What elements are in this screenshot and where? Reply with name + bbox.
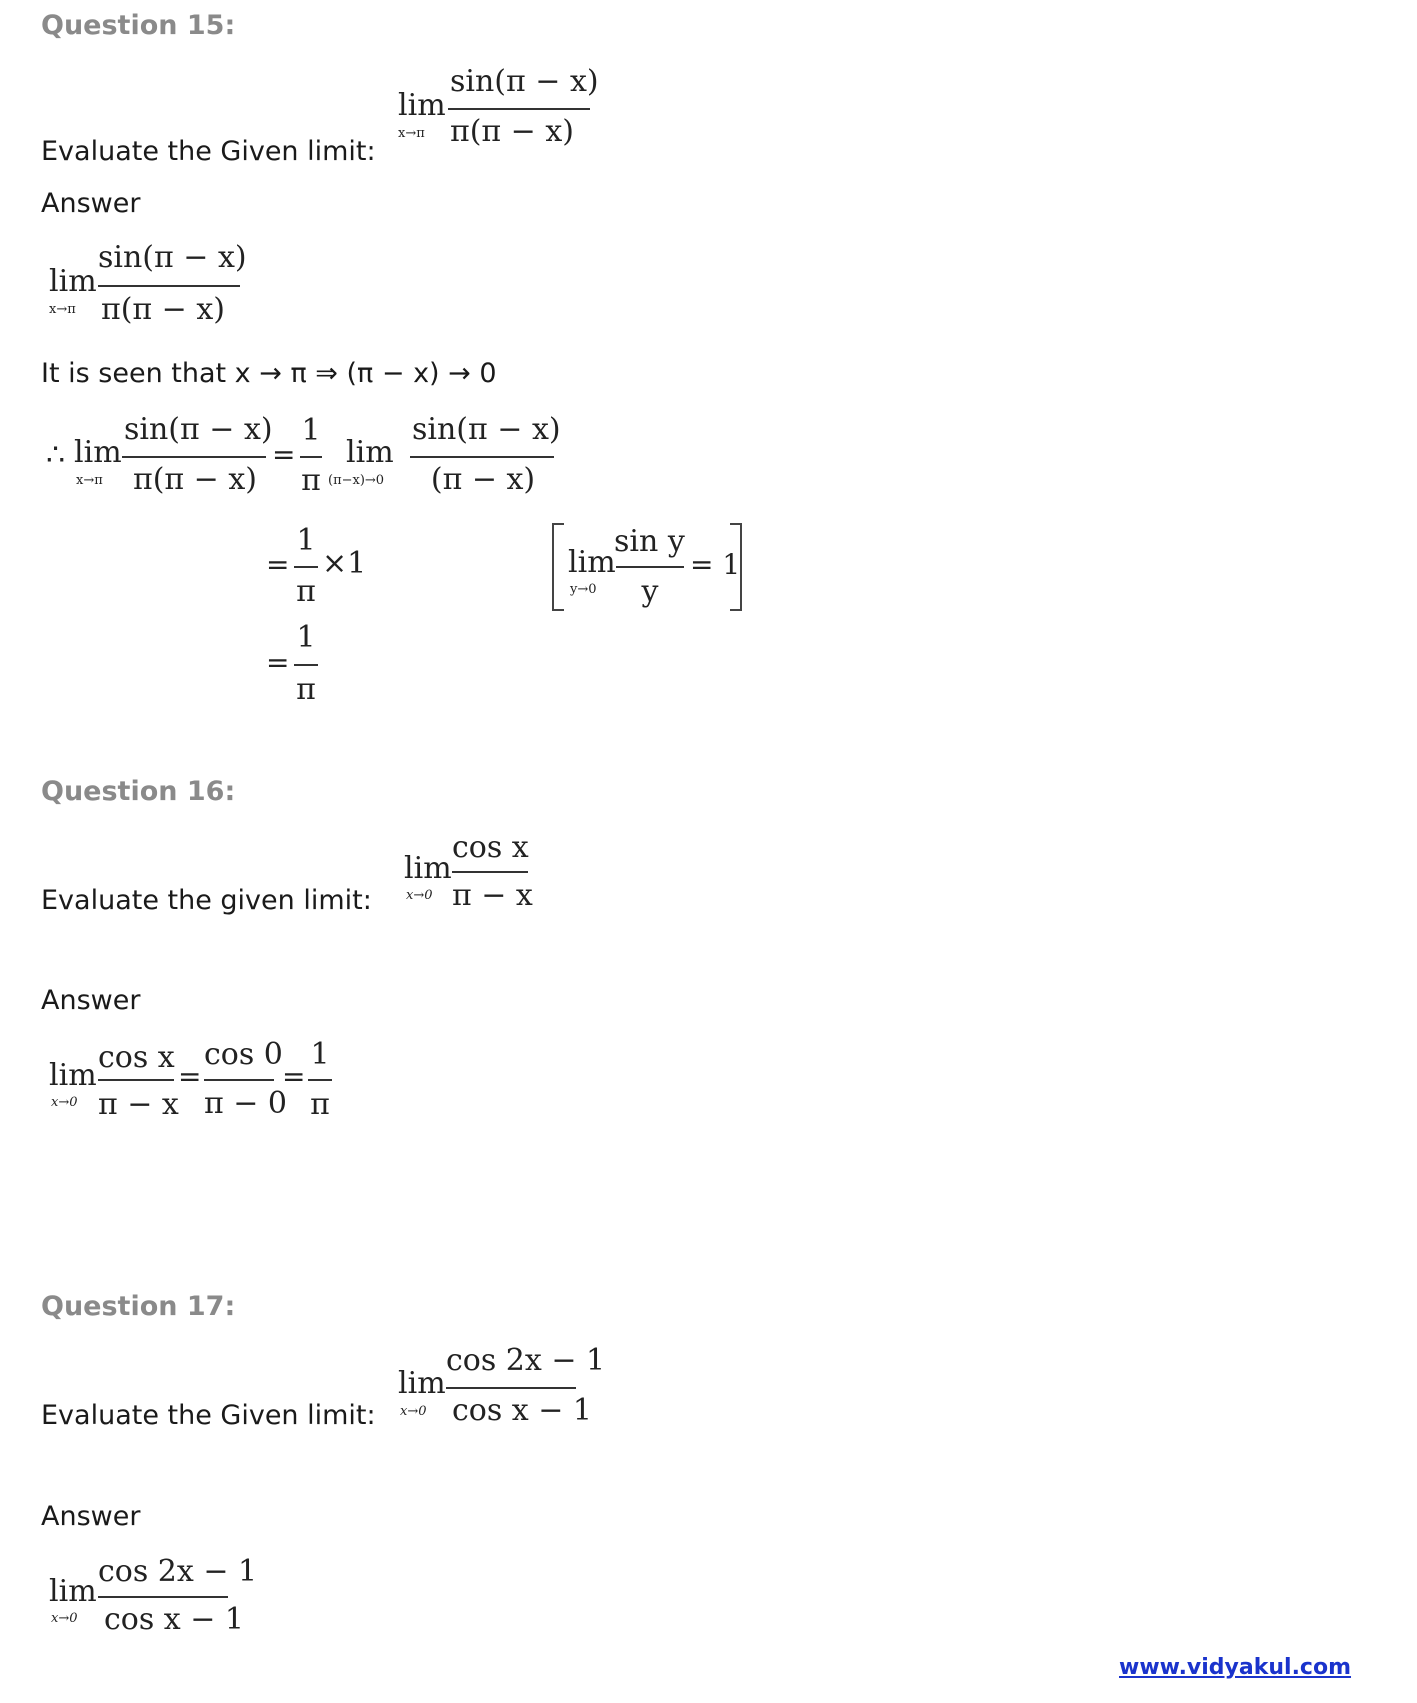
fraction-denominator: π(π − x)	[133, 462, 257, 497]
question-15-prompt: Evaluate the Given limit:	[41, 136, 376, 167]
lim-subscript: x→π	[49, 302, 76, 317]
fraction-bar	[616, 566, 684, 568]
fraction-numerator: cos 2x − 1	[446, 1343, 606, 1378]
fraction-numerator: cos 0	[204, 1037, 283, 1072]
fraction-bar	[446, 1387, 576, 1389]
fraction-bar	[98, 285, 240, 287]
fraction-bar	[452, 871, 528, 873]
fraction-denominator: π − x	[98, 1087, 179, 1122]
lim-label: lim	[49, 1574, 97, 1609]
equals-sign: =	[266, 548, 290, 581]
fraction-denominator: cos x − 1	[452, 1393, 593, 1428]
fraction-numerator: 1	[296, 523, 316, 558]
fraction-numerator: 1	[301, 413, 321, 448]
equals-one: = 1	[690, 548, 741, 581]
question-15-heading: Question 15:	[41, 10, 236, 41]
fraction-denominator: π − 0	[204, 1086, 288, 1121]
fraction-numerator: cos x	[452, 830, 529, 865]
fraction-numerator: 1	[310, 1037, 330, 1072]
fraction-numerator: 1	[296, 620, 316, 655]
fraction-numerator: sin y	[614, 524, 685, 559]
fraction-numerator: sin(π − x)	[450, 64, 599, 99]
lim-label: lim	[49, 264, 97, 299]
lim-subscript: (π−x)→0	[328, 473, 385, 488]
fraction-denominator: π	[296, 672, 316, 707]
fraction-denominator: π − x	[452, 878, 533, 913]
fraction-bar	[448, 108, 590, 110]
question-17-heading: Question 17:	[41, 1291, 236, 1322]
lim-subscript: x→0	[406, 888, 433, 903]
equals-sign: =	[282, 1060, 306, 1093]
question-16-heading: Question 16:	[41, 776, 236, 807]
fraction-bar	[204, 1079, 274, 1081]
fraction-numerator: sin(π − x)	[412, 412, 561, 447]
therefore-symbol: ∴	[46, 438, 66, 473]
fraction-denominator: π(π − x)	[101, 292, 225, 327]
fraction-denominator: (π − x)	[430, 462, 536, 497]
fraction-denominator: π	[301, 463, 321, 498]
left-bracket	[552, 523, 564, 611]
seen-text: It is seen that x → π ⇒ (π − x) → 0	[41, 358, 497, 389]
lim-subscript: y→0	[570, 582, 597, 597]
fraction-denominator: cos x − 1	[104, 1602, 245, 1637]
fraction-bar	[294, 566, 318, 568]
lim-subscript: x→π	[398, 126, 425, 141]
fraction-bar	[122, 456, 266, 458]
question-17-prompt: Evaluate the Given limit:	[41, 1400, 376, 1431]
lim-label: lim	[398, 1366, 446, 1401]
question-17-answer-label: Answer	[41, 1501, 141, 1532]
fraction-numerator: sin(π − x)	[124, 412, 273, 447]
fraction-bar	[98, 1079, 174, 1081]
equals-sign: =	[178, 1060, 202, 1093]
fraction-denominator: π(π − x)	[450, 114, 574, 149]
lim-label: lim	[568, 545, 616, 580]
lim-subscript: x→0	[400, 1404, 427, 1419]
fraction-bar	[410, 456, 554, 458]
fraction-bar	[300, 456, 322, 458]
fraction-denominator: π	[296, 574, 316, 609]
fraction-bar	[98, 1596, 228, 1598]
question-15-answer-label: Answer	[41, 188, 141, 219]
question-16-prompt: Evaluate the given limit:	[41, 885, 372, 916]
vidyakul-link[interactable]: www.vidyakul.com	[1119, 1655, 1352, 1680]
lim-label: lim	[398, 88, 446, 123]
fraction-bar	[294, 664, 318, 666]
lim-label: lim	[74, 435, 122, 470]
fraction-numerator: cos x	[98, 1040, 175, 1075]
lim-label: lim	[404, 851, 452, 886]
fraction-denominator: y	[641, 574, 659, 609]
right-bracket	[730, 523, 742, 611]
fraction-bar	[308, 1079, 332, 1081]
fraction-numerator: sin(π − x)	[98, 240, 247, 275]
lim-subscript: x→0	[51, 1095, 78, 1110]
equals-sign: =	[272, 438, 296, 471]
lim-label: lim	[49, 1058, 97, 1093]
fraction-denominator: π	[310, 1087, 330, 1122]
times-one: ×1	[322, 546, 367, 581]
question-16-answer-label: Answer	[41, 985, 141, 1016]
lim-subscript: x→π	[76, 473, 103, 488]
lim-label: lim	[346, 435, 394, 470]
equals-sign: =	[266, 646, 290, 679]
lim-subscript: x→0	[51, 1611, 78, 1626]
fraction-numerator: cos 2x − 1	[98, 1554, 258, 1589]
